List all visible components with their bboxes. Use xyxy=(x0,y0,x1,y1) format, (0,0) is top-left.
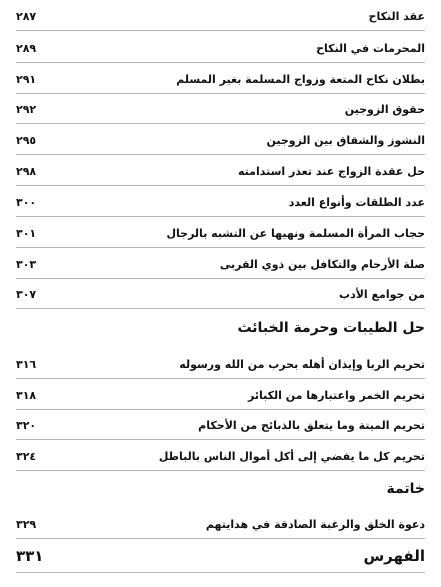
entry-title: عدد الطلقات وأنواع العدد xyxy=(288,195,425,209)
entry-page-number: ٣٢٤ xyxy=(16,449,37,463)
toc-entry[interactable] xyxy=(16,38,425,58)
divider xyxy=(16,93,425,94)
entry-page-number: ٣١٦ xyxy=(16,357,37,371)
toc-entry[interactable] xyxy=(16,284,425,304)
entry-title: تحريم الميتة وما يتعلق بالذبائح من الأحكام xyxy=(198,418,425,432)
divider xyxy=(16,123,425,124)
entry-title: تحريم الربا وإيذان أهله بحرب من الله ورسوله xyxy=(179,357,425,371)
toc-entry[interactable] xyxy=(16,223,425,243)
entry-page-number: ٢٩١ xyxy=(16,72,37,86)
entry-title: من جوامع الأدب xyxy=(339,287,425,301)
divider xyxy=(16,247,425,248)
entry-title: تحريم الخمر واعتبارها من الكبائر xyxy=(248,388,425,402)
entry-page-number: ٢٨٧ xyxy=(16,9,37,23)
toc-entry[interactable] xyxy=(16,69,425,89)
entry-page-number: ٣٠١ xyxy=(16,226,37,240)
toc-entry[interactable] xyxy=(16,99,425,119)
toc-entry[interactable] xyxy=(16,6,425,26)
divider xyxy=(16,62,425,63)
toc-entry[interactable] xyxy=(16,514,425,534)
entry-page-number: ٢٩٨ xyxy=(16,164,37,178)
toc-entry[interactable] xyxy=(16,192,425,212)
toc-entry[interactable] xyxy=(16,385,425,405)
divider xyxy=(16,30,425,31)
entry-title: دعوة الخلق والرغبة الصادقة في هدايتهم xyxy=(205,517,425,531)
entry-title: بطلان نكاح المتعة وزواج المسلمة بغير المسلم xyxy=(176,72,425,86)
entry-page-number: ٢٩٢ xyxy=(16,102,37,116)
divider xyxy=(16,470,425,471)
divider xyxy=(16,572,425,573)
toc-entry-index[interactable] xyxy=(16,544,425,568)
divider xyxy=(16,308,425,309)
entry-page-number: ٣٢٩ xyxy=(16,517,37,531)
entry-page-number: ٢٩٥ xyxy=(16,133,37,147)
entry-page-number: ٣٠٠ xyxy=(16,195,37,209)
entry-title: صلة الأرحام والتكافل بين ذوي القربى xyxy=(219,257,425,271)
index-page-number: ٣٣١ xyxy=(16,547,44,565)
toc-entry[interactable] xyxy=(16,415,425,435)
divider xyxy=(16,185,425,186)
entry-title: عقد النكاح xyxy=(368,9,425,23)
divider xyxy=(16,154,425,155)
toc-entry[interactable] xyxy=(16,130,425,150)
entry-page-number: ٢٨٩ xyxy=(16,41,37,55)
divider xyxy=(16,378,425,379)
toc-entry[interactable] xyxy=(16,354,425,374)
divider xyxy=(16,439,425,440)
entry-title: حل عقدة الزواج عند تعذر استدامته xyxy=(237,164,425,178)
entry-page-number: ٣١٨ xyxy=(16,388,37,402)
divider xyxy=(16,538,425,539)
toc-entry[interactable] xyxy=(16,161,425,181)
toc-entry[interactable] xyxy=(16,254,425,274)
section-heading: خاتمة xyxy=(386,481,425,497)
entry-page-number: ٣٢٠ xyxy=(16,418,37,432)
divider xyxy=(16,216,425,217)
entry-title: حقوق الزوجين xyxy=(344,102,425,116)
section-heading: حل الطيبات وحرمة الخبائث xyxy=(237,320,425,336)
entry-page-number: ٣٠٣ xyxy=(16,257,37,271)
entry-page-number: ٣٠٧ xyxy=(16,287,37,301)
entry-title: النشوز والشقاق بين الزوجين xyxy=(266,133,425,147)
entry-title: تحريم كل ما يفضي إلى أكل أموال الناس بالباطل xyxy=(158,449,425,463)
index-title: الفهرس xyxy=(363,547,425,565)
divider xyxy=(16,409,425,410)
divider xyxy=(16,278,425,279)
entry-title: حجاب المرأة المسلمة ونهيها عن التشبه بالرجال xyxy=(166,226,425,240)
entry-title: المحرمات في النكاح xyxy=(316,41,425,55)
toc-entry[interactable] xyxy=(16,446,425,466)
